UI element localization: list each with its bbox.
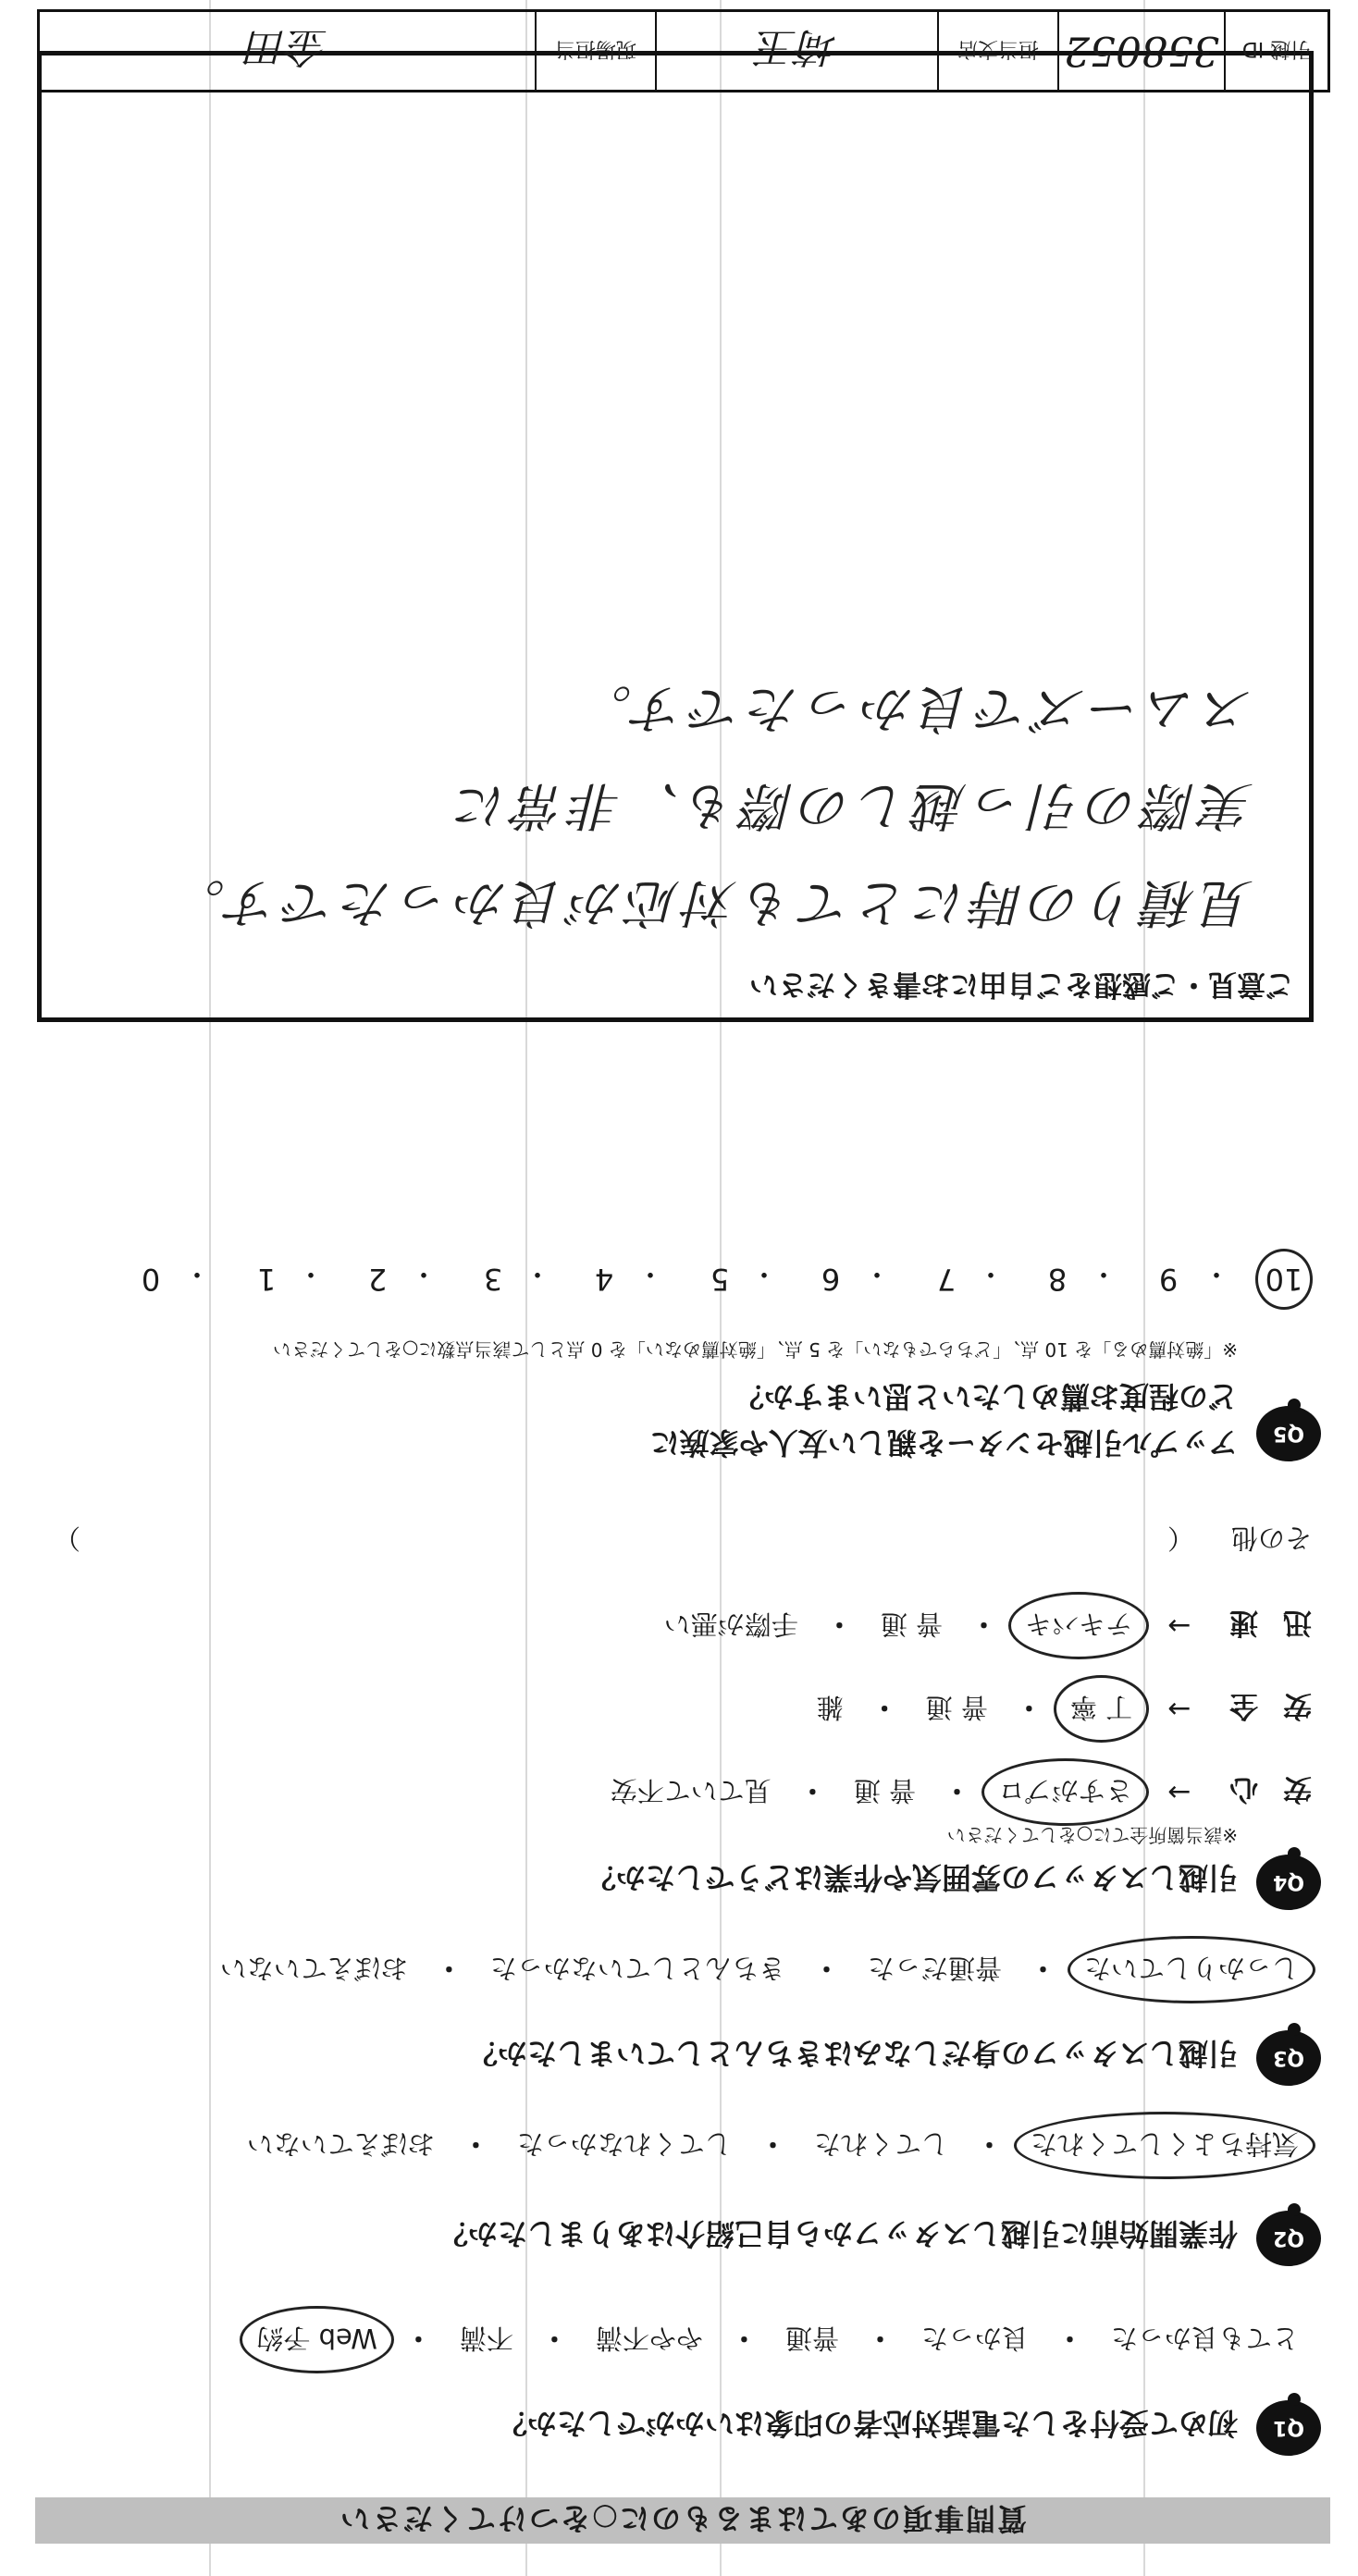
separator-dot: ・ — [183, 1257, 211, 1289]
arrow-right-icon: → — [1167, 1693, 1191, 1725]
q2-option[interactable]: おぼえていない — [246, 2128, 435, 2160]
q4-row-label: 迅 速 — [1222, 1606, 1312, 1639]
question-note: ※該当箇所全てに○をしてください — [946, 1824, 1238, 1846]
q4-option-selected[interactable]: さすがプロ — [994, 1773, 1136, 1811]
score-option[interactable]: 7 — [936, 1262, 957, 1297]
q1-option[interactable]: 不満 — [459, 2323, 513, 2354]
q4-option[interactable]: 普 通 — [925, 1692, 988, 1723]
separator-dot: ・ — [636, 1257, 664, 1289]
q1-options: とても良かった ・ 良かった ・ 普通 ・ やや不満 ・ 不満 ・ Web 予約 — [253, 2321, 1302, 2359]
q4-option[interactable]: 普 通 — [880, 1608, 944, 1640]
question-text: 引越しスタッフの身だしなみはきちんとしていましたか？ — [467, 2036, 1238, 2071]
question-text: どの程度お薦めしたいと思いますか？ — [734, 1379, 1238, 1414]
question-badge: Q5 — [1256, 1406, 1321, 1461]
handwritten-comment-line: スムーズで良かったです。 — [574, 678, 1253, 738]
arrow-right-icon: → — [1167, 1609, 1191, 1642]
move-id-label: 引越 ID — [1241, 37, 1312, 61]
score-option[interactable]: 5 — [710, 1262, 730, 1297]
separator-dot: ・ — [297, 1257, 325, 1289]
question-text: 引越しスタッフの雰囲気や作業はどうでしたか？ — [586, 1860, 1238, 1895]
arrow-right-icon: → — [1167, 1776, 1191, 1808]
separator-dot: ・ — [1203, 1257, 1230, 1289]
q1-option[interactable]: とても良かった — [1110, 2323, 1299, 2354]
question-badge: Q2 — [1256, 2211, 1321, 2266]
q4-option-selected[interactable]: テキパキ — [1021, 1607, 1136, 1645]
score-option[interactable]: 3 — [483, 1262, 503, 1297]
q1-option[interactable]: やや不満 — [595, 2323, 703, 2354]
q3-option[interactable]: きちんとしていなかった — [489, 1953, 785, 1984]
score-option[interactable]: 4 — [594, 1262, 614, 1297]
q1-option-selected[interactable]: Web 予約 — [253, 2321, 380, 2359]
score-option[interactable]: 9 — [1158, 1262, 1179, 1297]
separator-dot: ・ — [863, 1257, 891, 1289]
branch-label: 担当支店 — [939, 12, 1059, 90]
handwritten-comment-line: 実際の引っ越しの際も、非常に — [451, 775, 1253, 835]
score-option[interactable]: 8 — [1047, 1262, 1068, 1297]
question-text: アップル引越センターを親しい友人や家族に — [649, 1425, 1238, 1461]
q4-row-anzen: 安 全 → 丁 寧 ・ 普 通 ・ 雑 — [813, 1688, 1312, 1730]
question-text: 初めて受付をした電話対応者の印象はいかがでしたか？ — [497, 2406, 1238, 2441]
q4-option[interactable]: 見ていて不安 — [610, 1775, 772, 1806]
score-option-selected[interactable]: 10 — [1261, 1262, 1307, 1297]
q2-option-selected[interactable]: 気持ちよくしてくれた — [1027, 2126, 1302, 2164]
question-badge: Q1 — [1256, 2400, 1321, 2456]
handwritten-comment-line: 見積りの時にとても対応が良かったです。 — [167, 872, 1253, 932]
q4-row-label: 安 心 — [1222, 1772, 1312, 1806]
q4-other-label: その他 — [1230, 1522, 1312, 1554]
q4-row-label: 安 全 — [1222, 1689, 1312, 1722]
q4-option[interactable]: 手際が悪い — [663, 1608, 798, 1640]
score-option[interactable]: 2 — [367, 1262, 388, 1297]
instruction-banner — [35, 2497, 1330, 2544]
q3-options: しっかりしていた ・ 普通だった ・ きちんとしていなかった ・ おぼえていない — [216, 1951, 1302, 1989]
move-id-value: 358052 — [1059, 12, 1226, 90]
q1-option[interactable]: 普通 — [784, 2323, 839, 2354]
question-note: ※「絶対薦める」を 10 点、「どちらでもない」を 5 点、「絶対薦めない」を 0 点として該当点数に○をしてください — [272, 1338, 1238, 1361]
separator-dot: ・ — [1090, 1257, 1117, 1289]
q4-other-row: その他 （ ） — [54, 1521, 1312, 1559]
score-option[interactable]: 0 — [141, 1262, 161, 1297]
comment-title: ご意見・ご感想をご自由にお書きください — [749, 968, 1294, 1001]
q4-option-selected[interactable]: 丁 寧 — [1067, 1690, 1136, 1728]
q4-option[interactable]: 雑 — [816, 1692, 844, 1723]
separator-dot: ・ — [410, 1257, 438, 1289]
question-badge: Q3 — [1256, 2030, 1321, 2086]
staff-value: 金田 — [40, 12, 537, 90]
score-option[interactable]: 6 — [821, 1262, 841, 1297]
q2-options: 気持ちよくしてくれた ・ してくれた ・ してくれなかった ・ おぼえていない — [243, 2126, 1302, 2164]
question-text: 作業開始前に引越しスタッフから自己紹介はありましたか？ — [438, 2216, 1238, 2251]
instruction-text: 質問事項のあてはまるものに○をつけてください — [339, 2501, 1027, 2536]
q4-row-jinsoku: 迅 速 → テキパキ ・ 普 通 ・ 手際が悪い — [660, 1605, 1312, 1646]
question-badge: Q4 — [1256, 1855, 1321, 1910]
comment-box[interactable] — [37, 51, 1314, 1022]
q3-option[interactable]: おぼえていない — [219, 1953, 408, 1984]
score-option[interactable]: 1 — [256, 1262, 277, 1297]
separator-dot: ・ — [524, 1257, 551, 1289]
q2-option[interactable]: してくれなかった — [516, 2128, 732, 2160]
staff-label: 現場担当 — [537, 12, 657, 90]
q4-option[interactable]: 普 通 — [853, 1775, 917, 1806]
footer-table — [37, 9, 1330, 92]
q3-option-selected[interactable]: しっかりしていた — [1080, 1951, 1302, 1989]
branch-value: 埼玉 — [657, 12, 939, 90]
separator-dot: ・ — [977, 1257, 1005, 1289]
q2-option[interactable]: してくれた — [813, 2128, 948, 2160]
separator-dot: ・ — [750, 1257, 778, 1289]
q4-row-anshin: 安 心 → さすがプロ ・ 普 通 ・ 見ていて不安 — [607, 1771, 1312, 1813]
q3-option[interactable]: 普通だった — [867, 1953, 1002, 1984]
q1-option[interactable]: 良かった — [920, 2323, 1029, 2354]
